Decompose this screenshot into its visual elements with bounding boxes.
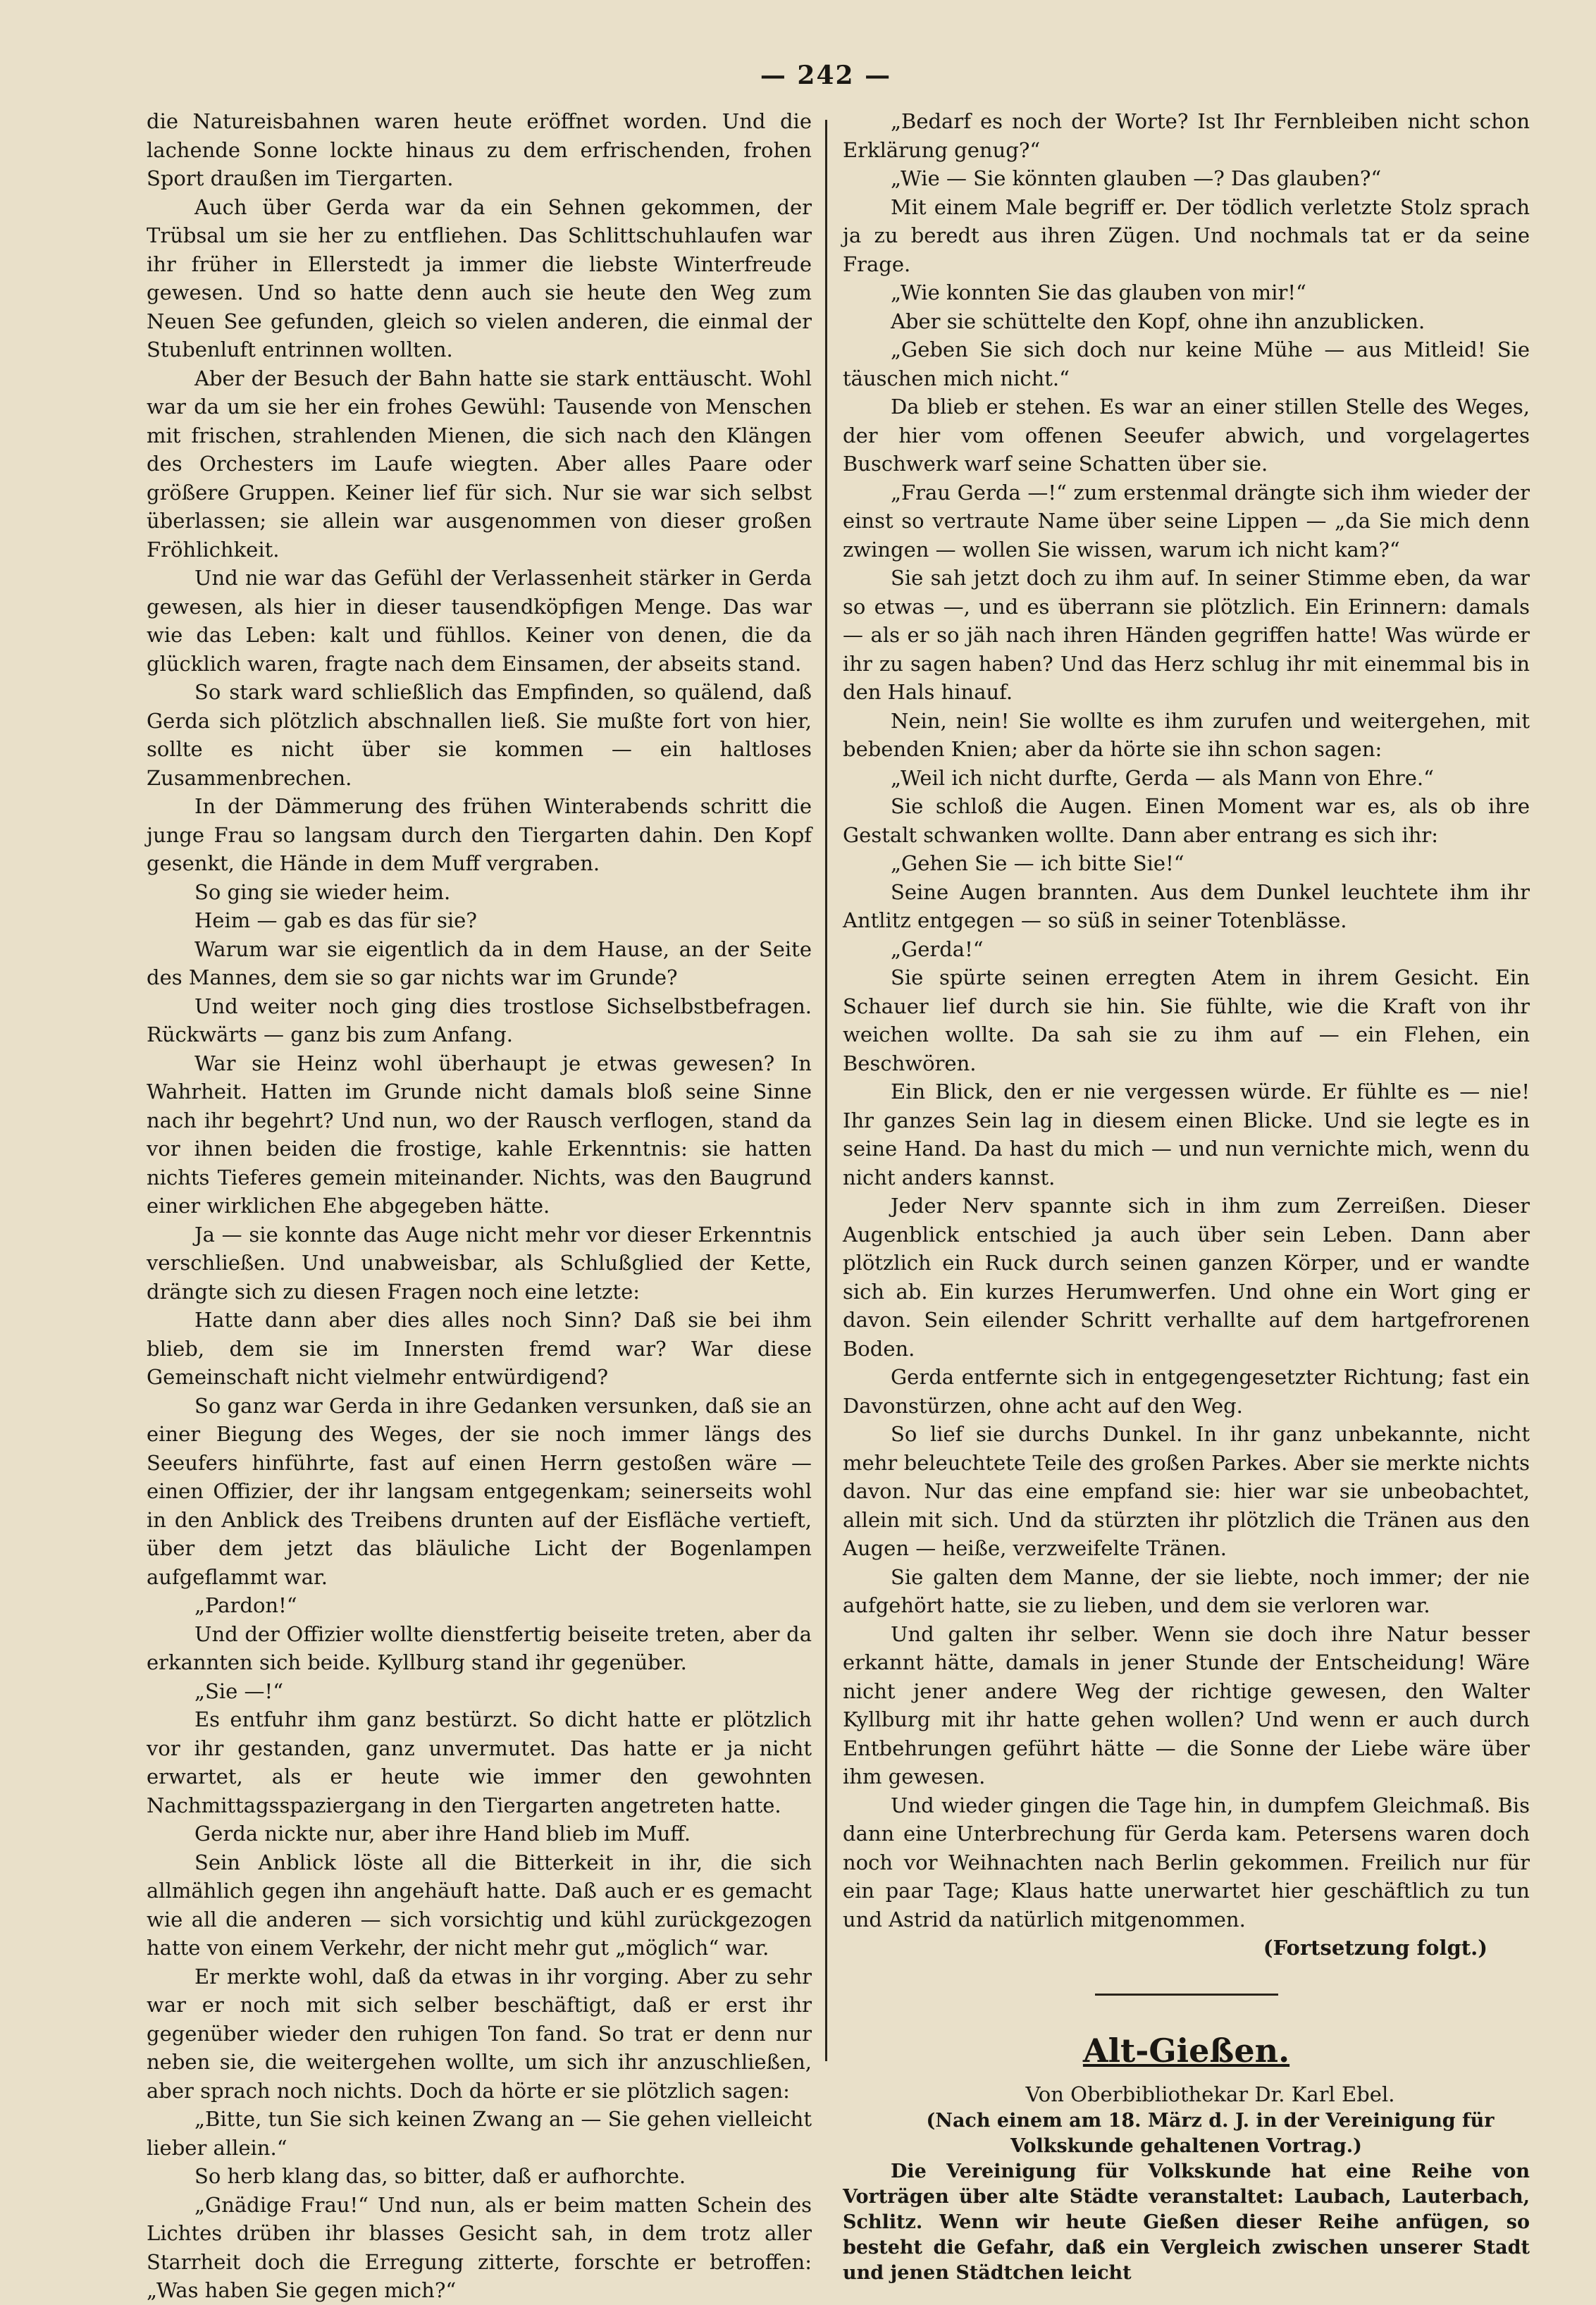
paragraph: „Pardon!“	[194, 1593, 297, 1617]
paragraph: „Wie — Sie könnten glauben —? Das glauben?“	[891, 166, 1382, 190]
paragraph: So stark ward schließlich das Empfinden, so quälend, daß Gerda sich plötzlich abschnallen ließ. Sie mußte fort von hier, sollte es nicht über sie kommen — ein haltloses Zusammenbrechen.	[147, 680, 812, 790]
paragraph: Aber der Besuch der Bahn hatte sie stark enttäuscht. Wohl war da um sie her ein frohes Gewühl: Tausende von Menschen mit frischen, strahlenden Mienen, die sich nach den Klängen des Orchesters im Laufe wiegten. Aber alles Paare oder größere Gruppen. Keiner lief für sich. Nur sie war sich selbst überlassen; sie allein war ausgenommen von dieser großen Fröhlichkeit.	[147, 366, 812, 562]
paragraph: Warum war sie eigentlich da in dem Hause, an der Seite des Mannes, dem sie so gar nichts war im Grunde?	[147, 937, 812, 989]
paragraph: „Bitte, tun Sie sich keinen Zwang an — Sie gehen vielleicht lieber allein.“	[147, 2107, 812, 2160]
paragraph: So lief sie durchs Dunkel. In ihr ganz unbekannte, nicht mehr beleuchtete Teile des großen Parkes. Aber sie merkte nichts davon. Nur das eine empfand sie: hier war sie unbeobachtet, allein mit sich. Und da stürzten ihr plötzlich die Tränen aus den Augen — heiße, verzweifelte Tränen.	[843, 1422, 1530, 1560]
paragraph: Und nie war das Gefühl der Verlassenheit stärker in Gerda gewesen, als hier in dieser tausendköpfigen Menge. Das war wie das Leben: kalt und fühllos. Keiner von denen, die da glücklich waren, fragte nach dem Einsamen, der abseits stand.	[147, 566, 812, 676]
paragraph: Heim — gab es das für sie?	[194, 908, 477, 932]
paragraph: War sie Heinz wohl überhaupt je etwas gewesen? In Wahrheit. Hatten im Grunde nicht damals bloß seine Sinne nach ihr begehrt? Und nun, wo der Rausch verflogen, stand da vor ihnen beiden die frostige, kahle Erkenntnis: sie hatten nichts Tieferes gemein miteinander. Nichts, was den Baugrund einer wirklichen Ehe abgegeben hätte.	[147, 1051, 812, 1218]
paragraph: „Gnädige Frau!“ Und nun, als er beim matten Schein des Lichtes drüben ihr blasses Gesicht sah, in dem trotz aller Starrheit doch die Erregung zitterte, forschte er betroffen: „Was haben Sie gegen mich?“	[147, 2192, 812, 2302]
paragraph: Sein Anblick löste all die Bitterkeit in ihr, die sich allmählich gegen ihn angehäuft hatte. Daß auch er es gemacht wie all die anderen — sich vorsichtig und kühl zurückgezogen hatte von einem Verkehr, der nicht mehr gut „möglich“ war.	[147, 1850, 812, 1960]
paragraph: Da blieb er stehen. Es war an einer stillen Stelle des Weges, der hier vom offenen Seeufer abwich, und vorgelagertes Buschwerk warf seine Schatten über sie.	[843, 395, 1530, 476]
paragraph: „Frau Gerda —!“ zum erstenmal drängte sich ihm wieder der einst so vertraute Name über seine Lippen — „da Sie mich denn zwingen — wollen Sie wissen, warum ich nicht kam?“	[843, 480, 1530, 562]
paragraph: Ein Blick, den er nie vergessen würde. Er fühlte es — nie! Ihr ganzes Sein lag in diesem einen Blicke. Und sie legte es in seine Hand. Da hast du mich — und nun vernichte mich, wenn du nicht anders kannst.	[843, 1080, 1530, 1189]
paragraph: Sie galten dem Manne, der sie liebte, noch immer; der nie aufgehört hatte, sie zu lieben, und dem sie verloren war.	[843, 1564, 1530, 1617]
paragraph: Jeder Nerv spannte sich in ihm zum Zerreißen. Dieser Augenblick entschied ja auch über sein Leben. Dann aber plötzlich ein Ruck durch seinen ganzen Körper, und er wandte sich ab. Ein kurzes Herumwerfen. Und ohne ein Wort ging er davon. Sein eilender Schritt verhallte auf dem hartgefrorenen Boden.	[843, 1194, 1530, 1361]
paragraph: Mit einem Male begriff er. Der tödlich verletzte Stolz sprach ja zu beredt aus ihren Zügen. Und nochmals tat er da seine Frage.	[843, 194, 1530, 276]
column-divider	[825, 120, 827, 2061]
paragraph: Und der Offizier wollte dienstfertig beiseite treten, aber da erkannten sich beide. Kyllburg stand ihr gegenüber.	[147, 1621, 812, 1674]
paragraph: So ging sie wieder heim.	[194, 879, 451, 904]
article-title: Alt-Gießen.	[1082, 2031, 1290, 2070]
paragraph: Und galten ihr selber. Wenn sie doch ihre Natur besser erkannt hätte, damals in jener Stunde der Entscheidung! Wäre nicht jener andere Weg der richtige gewesen, den Walter Kyllburg mit ihr hatte gehen wollen? Und wenn er auch durch Entbehrungen geführt hätte — die Sonne der Liebe wäre über ihm gewesen.	[843, 1621, 1530, 1788]
article-byline: Von Oberbibliothekar Dr. Karl Ebel.	[1025, 2082, 1395, 2106]
paragraph: Und wieder gingen die Tage hin, in dumpfem Gleichmaß. Bis dann eine Unterbrechung für Gerda kam. Petersens waren doch noch vor Weihnachten nach Berlin gekommen. Freilich nur für ein paar Tage; Klaus hatte unerwartet hier geschäftlich zu tun und Astrid da natürlich mitgenommen.	[843, 1793, 1530, 1932]
paragraph: In der Dämmerung des frühen Winterabends schritt die junge Frau so langsam durch den Tiergarten dahin. Den Kopf gesenkt, die Hände in dem Muff vergraben.	[147, 794, 812, 875]
paragraph: Sie schloß die Augen. Einen Moment war es, als ob ihre Gestalt schwanken wollte. Dann aber entrang es sich ihr:	[843, 794, 1530, 847]
paragraph: „Bedarf es noch der Worte? Ist Ihr Fernbleiben nicht schon Erklärung genug?“	[843, 109, 1530, 162]
paragraph: Sie spürte seinen erregten Atem in ihrem Gesicht. Ein Schauer lief durch sie hin. Sie fühlte, wie die Kraft von ihr weichen wollte. Da sah sie zu ihm auf — ein Flehen, ein Beschwören.	[843, 965, 1530, 1075]
paragraph: Auch über Gerda war da ein Sehnen gekommen, der Trübsal um sie her zu entfliehen. Das Schlittschuhlaufen war ihr früher in Ellerstedt ja immer die liebste Winterfreude gewesen. Und so hatte denn auch sie heute den Weg zum Neuen See gefunden, gleich so vielen anderen, die einmal der Stubenluft entrinnen wollten.	[147, 194, 812, 361]
paragraph: So herb klang das, so bitter, daß er aufhorchte.	[194, 2164, 686, 2188]
paragraph: Sie sah jetzt doch zu ihm auf. In seiner Stimme eben, da war so etwas —, und es überrann sie plötzlich. Ein Erinnern: damals — als er so jäh nach ihren Händen gegriffen hatte! Was würde er ihr zu sagen haben? Und das Herz schlug ihr mit einemmal bis in den Hals hinauf.	[843, 566, 1530, 704]
paragraph: Es entfuhr ihm ganz bestürzt. So dicht hatte er plötzlich vor ihr gestanden, ganz unvermutet. Das hatte er ja nicht erwartet, als er heute wie immer den gewohnten Nachmittagsspaziergang in den Tiergarten angetreten hatte.	[147, 1707, 812, 1817]
paragraph: die Natureisbahnen waren heute eröffnet worden. Und die lachende Sonne lockte hinaus zu dem erfrischenden, frohen Sport draußen im Tiergarten.	[147, 109, 812, 190]
paragraph: Nein, nein! Sie wollte es ihm zurufen und weitergehen, mit bebenden Knien; aber da hörte sie ihn schon sagen:	[843, 708, 1530, 761]
section-separator	[1095, 1994, 1278, 1996]
paragraph: „Sie —!“	[194, 1679, 284, 1703]
paragraph: „Weil ich nicht durfte, Gerda — als Mann von Ehre.“	[891, 765, 1434, 790]
paragraph: Hatte dann aber dies alles noch Sinn? Daß sie bei ihm blieb, dem sie im Innersten fremd war? War diese Gemeinschaft nicht vielmehr entwürdigend?	[147, 1308, 812, 1389]
paragraph: Er merkte wohl, daß da etwas in ihr vorging. Aber zu sehr war er noch mit sich selber beschäftigt, daß er erst ihr gegenüber wieder den ruhigen Ton fand. So trat er denn nur neben sie, die weitergehen wollte, um sich ihr anzuschließen, aber sprach noch nichts. Doch da hörte er sie plötzlich sagen:	[147, 1964, 812, 2103]
paragraph: Gerda entfernte sich in entgegengesetzter Richtung; fast ein Davonstürzen, ohne acht auf den Weg.	[843, 1365, 1530, 1418]
right-column	[843, 107, 1530, 2286]
paragraph: Und weiter noch ging dies trostlose Sichselbstbefragen. Rückwärts — ganz bis zum Anfang.	[147, 994, 812, 1046]
article-lead: Die Vereinigung für Volkskunde hat eine Reihe von Vorträgen über alte Städte veranstaltet: Laubach, Lauterbach, Schlitz. Wenn wir heute Gießen dieser Reihe anfügen, so besteht die Gefahr, daß ein Vergleich zwischen unserer Stadt und jenen Städtchen leicht	[843, 2161, 1530, 2284]
paragraph: „Gehen Sie — ich bitte Sie!“	[891, 851, 1184, 875]
left-column	[147, 107, 812, 2305]
paragraph: „Gerda!“	[891, 937, 984, 961]
paragraph: „Geben Sie sich doch nur keine Mühe — aus Mitleid! Sie täuschen mich nicht.“	[843, 338, 1530, 390]
page-number: — 242 —	[760, 61, 892, 90]
paragraph: Seine Augen brannten. Aus dem Dunkel leuchtete ihm ihr Antlitz entgegen — so süß in seiner Totenblässe.	[843, 879, 1530, 932]
paragraph: „Wie konnten Sie das glauben von mir!“	[891, 280, 1306, 304]
paragraph: Ja — sie konnte das Auge nicht mehr vor dieser Erkenntnis verschließen. Und unabweisbar, als Schlußglied der Kette, drängte sich zu diesen Fragen noch eine letzte:	[147, 1222, 812, 1304]
paragraph: Aber sie schüttelte den Kopf, ohne ihn anzublicken.	[891, 309, 1425, 333]
article-note: (Nach einem am 18. März d. J. in der Vereinigung für Volkskunde gehaltenen Vortrag.)	[926, 2110, 1495, 2157]
paragraph: Gerda nickte nur, aber ihre Hand blieb im Muff.	[194, 1822, 691, 1846]
continuation-note: (Fortsetzung folgt.)	[1263, 1936, 1487, 1960]
paragraph: So ganz war Gerda in ihre Gedanken versunken, daß sie an einer Biegung des Weges, der sie noch immer längs des Seeufers hinführte, fast auf einen Herrn gestoßen wäre — einen Offizier, der ihr langsam entgegenkam; seinerseits wohl in den Anblick des Treibens drunten auf der Eisfläche vertieft, über dem jetzt das bläuliche Licht der Bogenlampen aufgeflammt war.	[147, 1393, 812, 1589]
